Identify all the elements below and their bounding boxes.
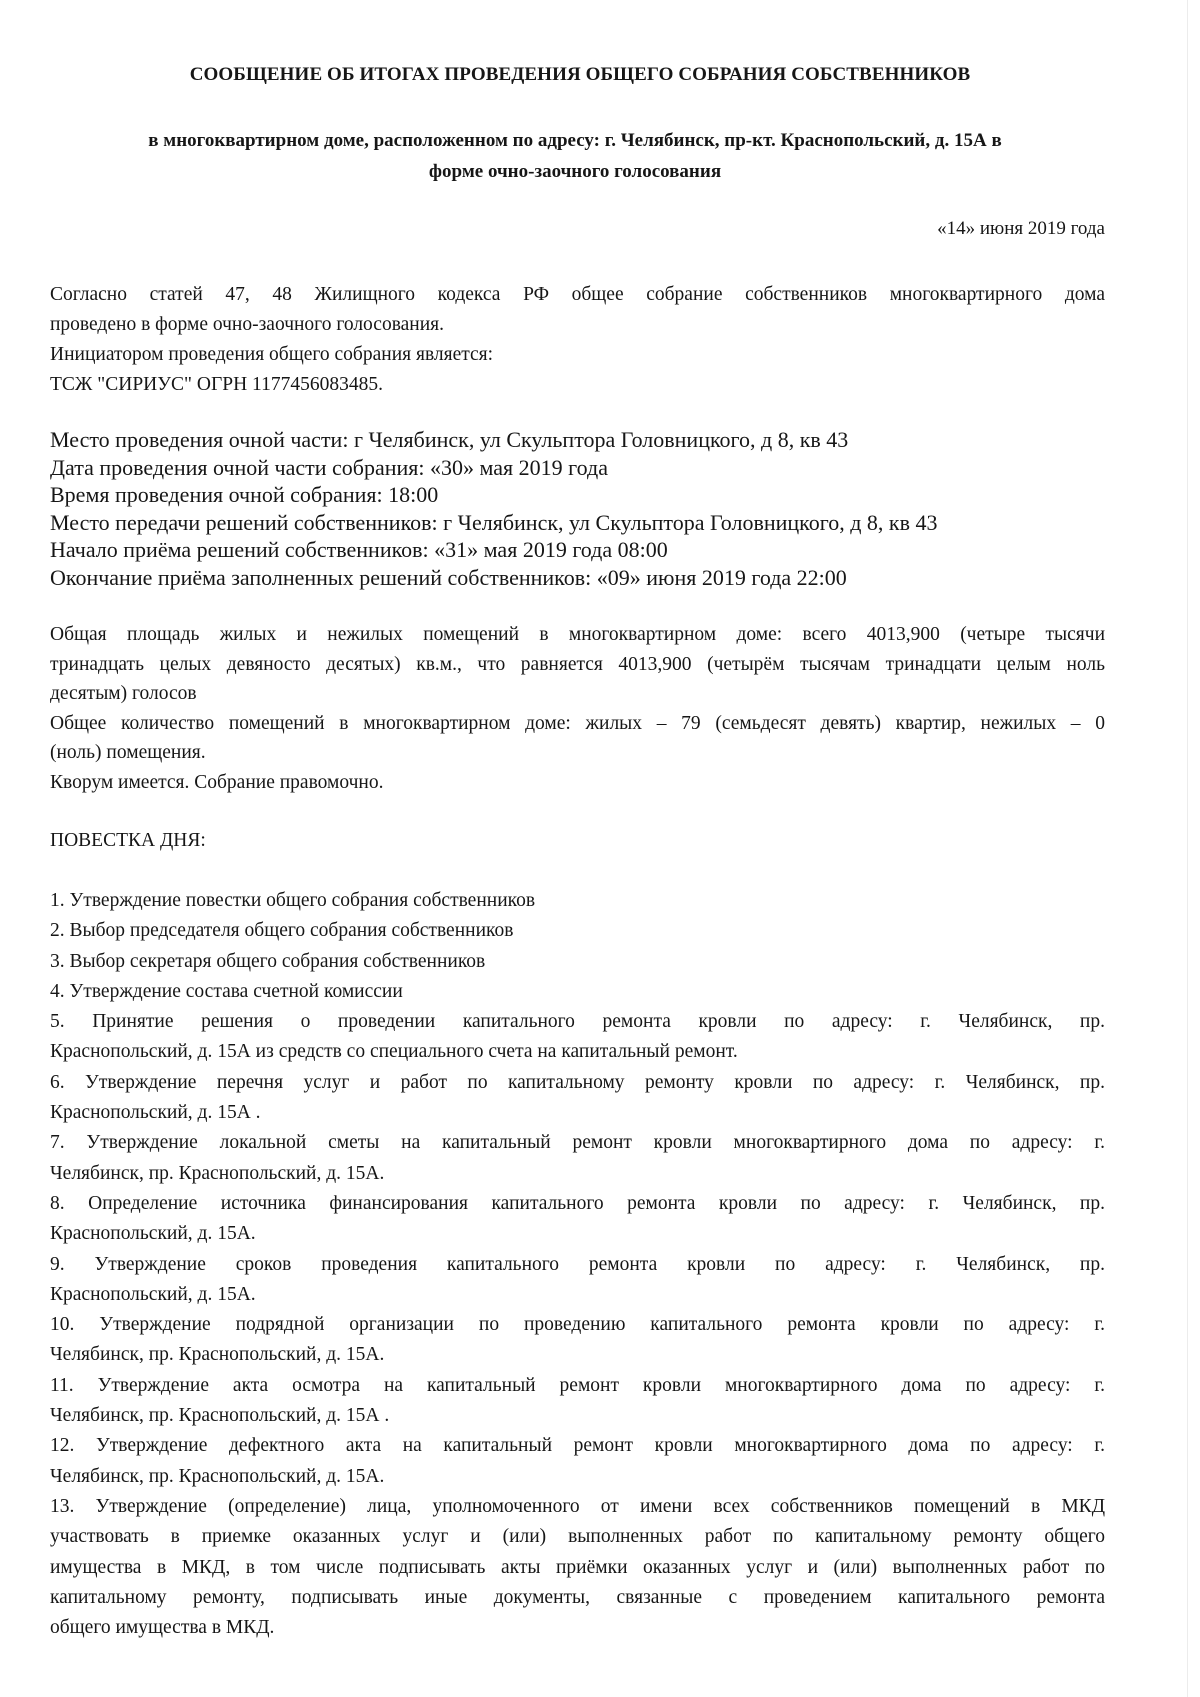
area-line: Общая площадь жилых и нежилых помещений в многоквартирном доме: всего 4013,900 (четыре тысячи [50, 624, 1105, 645]
agenda-line: 4. Утверждение состава счетной комиссии [50, 980, 403, 1002]
agenda-line: Краснопольский, д. 15А. [50, 1223, 256, 1245]
agenda-line: 3. Выбор секретаря общего собрания собственников [50, 950, 486, 972]
agenda-line: 10. Утверждение подрядной организации по проведению капитального ремонта кровли по адресу: г. [50, 1314, 1105, 1336]
quorum-line: Кворум имеется. Собрание правомочно. [50, 771, 384, 793]
venue-place: Место проведения очной части: г Челябинск, ул Скульптора Головницкого, д 8, кв 43 [50, 427, 849, 452]
initiator-label: Инициатором проведения общего собрания является: [50, 344, 494, 365]
agenda-line: Челябинск, пр. Краснопольский, д. 15А. [50, 1465, 385, 1487]
agenda-list [50, 886, 1105, 1643]
agenda-line: 5. Принятие решения о проведении капитального ремонта кровли по адресу: г. Челябинск, пр. [50, 1011, 1105, 1033]
agenda-line: Краснопольский, д. 15А . [50, 1102, 261, 1124]
area-line: тринадцать целых девяносто десятых) кв.м., что равняется 4013,900 (четырём тысячам тринадцати целым ноль [50, 653, 1105, 675]
agenda-line: 2. Выбор председателя общего собрания собственников [50, 920, 514, 942]
intro-section [50, 280, 1105, 400]
agenda-line: общего имущества в МКД. [50, 1617, 275, 1639]
agenda-line: 8. Определение источника финансирования капитального ремонта кровли по адресу: г. Челябинск, пр. [50, 1192, 1105, 1214]
agenda-line: участвовать в приемке оказанных услуг и (или) выполненных работ по капитальному ремонту общего [50, 1526, 1105, 1548]
agenda-line: Краснопольский, д. 15А из средств со специального счета на капитальный ремонт. [50, 1041, 738, 1063]
decisions-end: Окончание приёма заполненных решений собственников: «09» июня 2019 года 22:00 [50, 564, 847, 590]
agenda-line: Челябинск, пр. Краснопольский, д. 15А . [50, 1405, 390, 1427]
agenda-line: Челябинск, пр. Краснопольский, д. 15А. [50, 1162, 385, 1184]
agenda-line: Челябинск, пр. Краснопольский, д. 15А. [50, 1344, 385, 1366]
agenda-line: Краснопольский, д. 15А. [50, 1283, 256, 1305]
venue-date: Дата проведения очной части собрания: «30» мая 2019 года [50, 454, 608, 480]
area-section [50, 620, 1105, 797]
document-subtitle [50, 125, 1100, 187]
area-line: десятым) голосов [50, 683, 197, 704]
intro-paragraph-line: проведено в форме очно-заочного голосования. [50, 314, 445, 335]
agenda-line: 12. Утверждение дефектного акта на капитальный ремонт кровли многоквартирного дома по адресу: г. [50, 1435, 1105, 1457]
decisions-start: Начало приёма решений собственников: «31» мая 2019 года 08:00 [50, 537, 668, 562]
scan-edge-line [1187, 0, 1188, 1697]
agenda-line: 9. Утверждение сроков проведения капитального ремонта кровли по адресу: г. Челябинск, пр. [50, 1253, 1105, 1275]
rooms-line: Общее количество помещений в многоквартирном доме: жилых – 79 (семьдесят девять) квартир, нежилых – 0 [50, 712, 1105, 734]
agenda-line: 1. Утверждение повестки общего собрания собственников [50, 890, 536, 911]
subtitle-line: в многоквартирном доме, расположенном по адресу: г. Челябинск, пр-кт. Краснопольский, д. 15А в [148, 130, 1002, 151]
rooms-line: (ноль) помещения. [50, 742, 206, 763]
intro-paragraph-line: Согласно статей 47, 48 Жилищного кодекса РФ общее собрание собственников многоквартирного дома [50, 284, 1105, 305]
subtitle-line: форме очно-заочного голосования [428, 161, 722, 182]
agenda-line: капитальному ремонту, подписывать иные документы, связанные с проведением капитального ремонта [50, 1586, 1105, 1608]
agenda-line: 13. Утверждение (определение) лица, уполномоченного от имени всех собственников помещений в МКД [50, 1495, 1105, 1517]
agenda-line: 11. Утверждение акта осмотра на капитальный ремонт кровли многоквартирного дома по адресу: г. [50, 1374, 1105, 1396]
agenda-line: 7. Утверждение локальной сметы на капитальный ремонт кровли многоквартирного дома по адресу: г. [50, 1132, 1105, 1154]
venue-section [50, 426, 1105, 591]
agenda-title: ПОВЕСТКА ДНЯ: [50, 830, 206, 851]
decisions-place: Место передачи решений собственников: г Челябинск, ул Скульптора Головницкого, д 8, кв 43 [50, 509, 938, 535]
document-date: «14» июня 2019 года [937, 218, 1105, 239]
venue-time: Время проведения очной собрания: 18:00 [50, 482, 439, 507]
document-title: СООБЩЕНИЕ ОБ ИТОГАХ ПРОВЕДЕНИЯ ОБЩЕГО СОБРАНИЯ СОБСТВЕННИКОВ [189, 64, 971, 85]
agenda-line: имущества в МКД, в том числе подписывать акты приёмки оказанных услуг и (или) выполненных работ по [50, 1556, 1105, 1578]
initiator-value: ТСЖ "СИРИУС" ОГРН 1177456083485. [50, 374, 383, 395]
agenda-line: 6. Утверждение перечня услуг и работ по капитальному ремонту кровли по адресу: г. Челябинск, пр. [50, 1071, 1105, 1093]
